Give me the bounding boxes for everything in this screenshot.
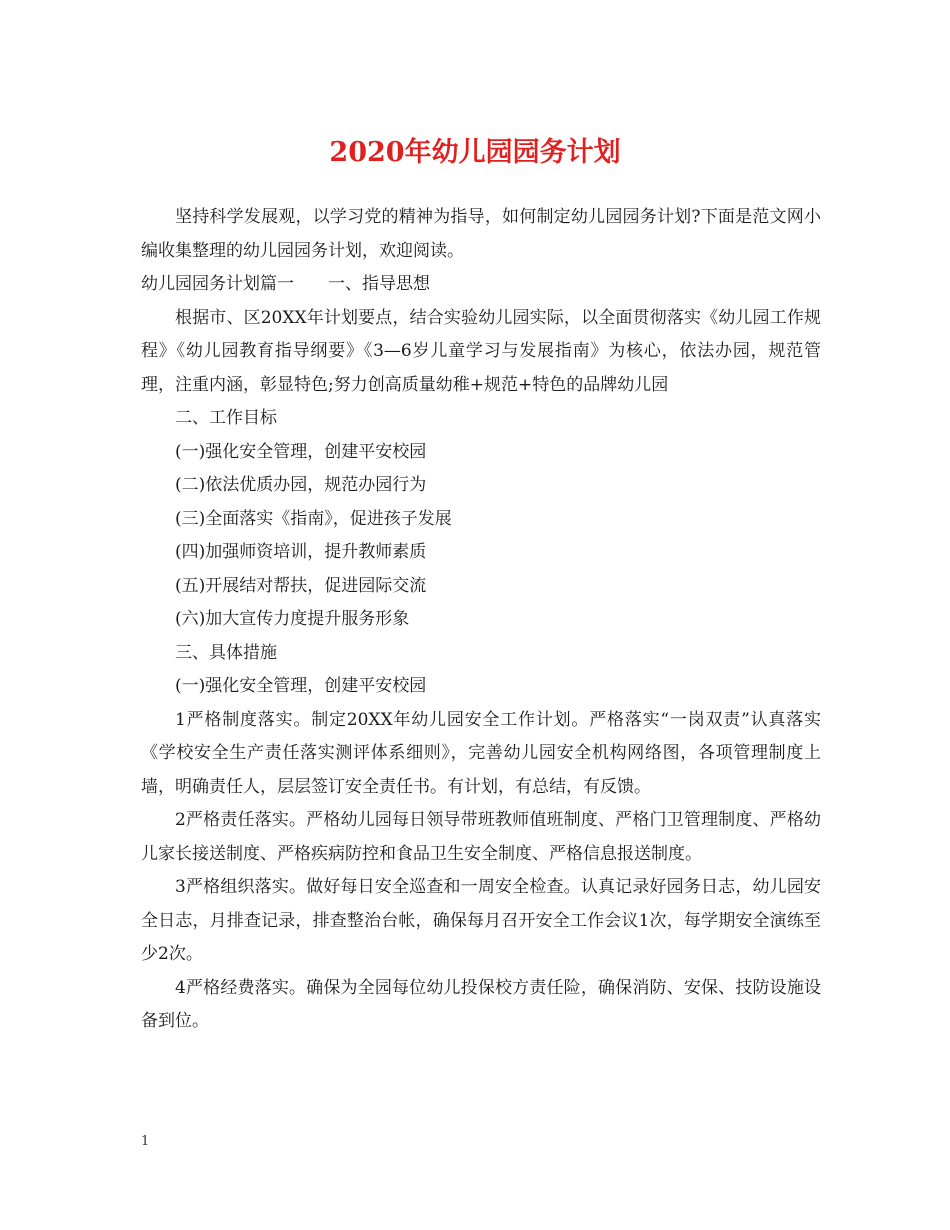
document-title: 2020年幼儿园园务计划 — [329, 137, 621, 168]
goal-item-3: (三)全面落实《指南》，促进孩子发展 — [175, 508, 452, 529]
page-number: 1 — [141, 1134, 150, 1149]
goal-item-6: (六)加大宣传力度提升服务形象 — [175, 609, 410, 629]
section-heading-plan-one: 幼儿园园务计划篇一 一、指导思想 — [141, 274, 430, 294]
goal-item-5: (五)开展结对帮扶，促进园际交流 — [175, 575, 427, 596]
intro-paragraph: 坚持科学发展观，以学习党的精神为指导，如何制定幼儿园园务计划?下面是范文网小编收集整理的幼儿园园务计划，欢迎阅读。 — [141, 207, 821, 261]
guiding-ideology-paragraph: 根据市、区20XX年计划要点，结合实验幼儿园实际，以全面贯彻落实《幼儿园工作规程》《幼儿园教育指导纲要》《3—6岁儿童学习与发展指南》为核心，依法办园，规范管理，注重内涵，彰显特色;努力创高质量幼稚+规范+特色的品牌幼儿园 — [141, 307, 821, 395]
measure-paragraph-4: 4严格经费落实。确保为全园每位幼儿投保校方责任险，确保消防、安保、技防设施设备到位。 — [141, 977, 821, 1031]
section-heading-measures: 三、具体措施 — [175, 642, 277, 663]
document-body — [141, 201, 821, 1039]
measure-subheading-1: (一)强化安全管理，创建平安校园 — [175, 676, 427, 696]
measure-paragraph-1: 1严格制度落实。制定20XX年幼儿园安全工作计划。严格落实“一岗双责”认真落实《学校安全生产责任落实测评体系细则》，完善幼儿园安全机构网络图，各项管理制度上墙，明确责任人，层层签订安全责任书。有计划，有总结，有反馈。 — [141, 709, 821, 797]
measure-paragraph-3: 3严格组织落实。做好每日安全巡查和一周安全检查。认真记录好园务日志，幼儿园安全日志，月排查记录，排查整治台帐，确保每月召开安全工作会议1次，每学期安全演练至少2次。 — [141, 877, 821, 964]
measure-paragraph-2: 2严格责任落实。严格幼儿园每日领导带班教师值班制度、严格门卫管理制度、严格幼儿家长接送制度、严格疾病防控和食品卫生安全制度、严格信息报送制度。 — [141, 810, 821, 864]
goal-item-4: (四)加强师资培训，提升教师素质 — [175, 542, 427, 562]
goal-item-2: (二)依法优质办园，规范办园行为 — [175, 475, 427, 495]
goal-item-1: (一)强化安全管理，创建平安校园 — [175, 441, 427, 462]
section-heading-work-goals: 二、工作目标 — [175, 408, 277, 428]
